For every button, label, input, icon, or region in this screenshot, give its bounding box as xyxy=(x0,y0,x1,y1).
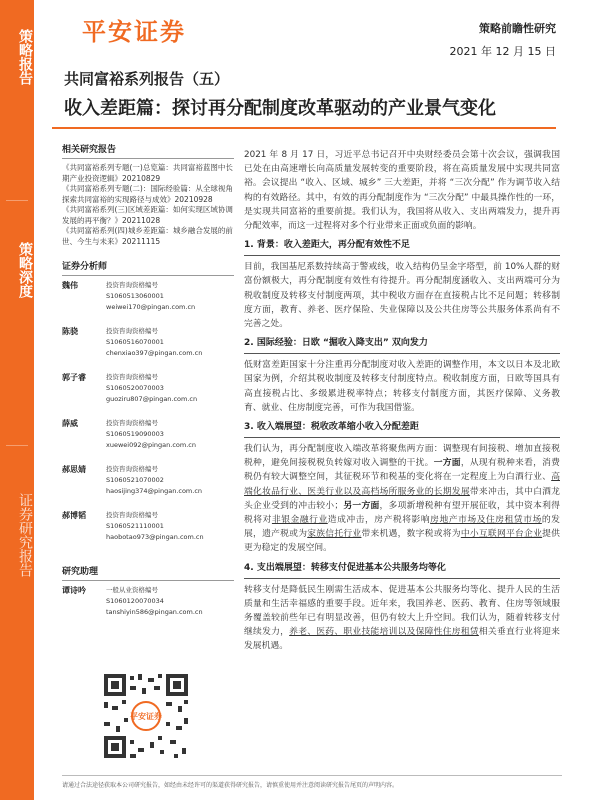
text-run: 带来机遇，数字税或将为 xyxy=(361,529,461,540)
analyst-cert-label: 投资咨询资格编号 xyxy=(106,419,158,427)
analyst-cert-label: 投资咨询资格编号 xyxy=(106,327,158,335)
section-2-text: 低财富差距国家十分注重再分配制度对收入差距的调整作用，本文以日本及北欧国家为例，介绍其税收制度及转移支付制度特点。税收制度方面，日欧等国具有高直接税占比、多级累进税率特点；转移支付制度方面，其医疗保障、义务教育、就业、住房制度完善，可作为我国借鉴。 xyxy=(244,360,560,413)
brand-logo: 平安证券 xyxy=(82,18,186,46)
analyst-cert: S1060520070003 xyxy=(106,384,164,392)
qr-code-image xyxy=(100,670,192,762)
text-run: 提供更为稳定的发展空间。 xyxy=(244,529,560,554)
analyst-name: 郝博韬 xyxy=(62,511,86,520)
underlined-industry: 家族信托行业 xyxy=(307,529,362,540)
sidebar-divider xyxy=(6,445,28,446)
qr-logo-text: 平安证券 xyxy=(130,712,162,721)
sidebar-text-report: 策略报告 xyxy=(17,29,33,85)
section-1-heading: 1. 背景：收入差距大，再分配有效性不足 xyxy=(244,238,560,256)
section-4-text xyxy=(244,583,560,654)
title-divider xyxy=(52,127,556,129)
related-reports-label: 相关研究报告 xyxy=(62,142,234,159)
underlined-industry: 养老、医药、职业技能培训以及保障性住房租赁 xyxy=(289,627,479,638)
analyst-list xyxy=(62,280,234,556)
intro-paragraph: 2021 年 8 月 17 日，习近平总书记召开中央财经委员会第十次会议，强调我国已处在由高速增长向高质量发展转变的重要阶段，将在高质量发展中实现共同富裕。会议提出 “收入、区域、城乡” 三大差距，并将 “三次分配” 作为调节收入结构的有效路径。其中，有效的再分配制度作为 “三次分配” 中最具操作性的一环，是实现共同富裕的重要前提。我们认为，我国将从收入、支出两端发力，提升再分配效率，而这一过程将对多个行业带来正面或负面的影响。 xyxy=(244,150,560,232)
analyst-cert-label: 投资咨询资格编号 xyxy=(106,511,158,519)
analyst-email[interactable]: weiwei170@pingan.com.cn xyxy=(106,303,196,311)
underlined-industry: 中小互联网平台企业 xyxy=(460,529,543,540)
assistant-label: 研究助理 xyxy=(62,564,234,581)
text-run: ，多项新增税种有望开展征收，其中资本利得税将对 xyxy=(244,500,560,526)
text-run: ，从现有税种来看，消费税仍有较大调整空间，其征税环节和税基的变化将在一定程度上为白酒行业、 xyxy=(244,458,560,483)
analyst-entry xyxy=(62,464,234,510)
analyst-email[interactable]: chenxiao397@pingan.com.cn xyxy=(106,349,203,357)
analyst-email[interactable]: xuewei092@pingan.com.cn xyxy=(106,441,196,449)
sidebar-text-depth: 策略深度 xyxy=(17,242,33,298)
analyst-email[interactable]: haobotao973@pingan.com.cn xyxy=(106,533,204,541)
text-run: 的发展，遗产税或为 xyxy=(244,515,560,540)
left-column xyxy=(62,142,234,631)
underlined-industry: 非银金融行业 xyxy=(271,515,328,526)
text-run: 相关垂直行业将迎来发展机遇。 xyxy=(244,627,560,652)
analyst-cert: S1060521070002 xyxy=(106,476,164,484)
analyst-cert: S1060519090003 xyxy=(106,430,164,438)
emphasis-first: 一方面 xyxy=(433,458,461,469)
sidebar-text-research: 证券研究报告 xyxy=(17,493,33,577)
section-3-text xyxy=(244,442,560,556)
analysts-label: 证券分析师 xyxy=(62,259,234,276)
section-1-text: 目前，我国基尼系数持续高于警戒线，收入结构仍呈金字塔型，前 10%人群的财富份额极大，再分配制度有效性有待提升。再分配制度涵收入、支出两端可分为税收制度及转移支付制度两项，其中税收方面存在直接税占比不足问题；转移制度方面，教育、养老、医疗保险、失业保障以及公共住房等公共服务体系尚有不完善之处。 xyxy=(244,262,560,330)
underlined-industry: 高端化妆品行业、医美行业以及高档场所服务业的长期发展 xyxy=(244,472,560,497)
underlined-industry: 房地产市场及住房租赁市场 xyxy=(430,515,542,526)
analyst-entry xyxy=(62,418,234,464)
text-run: 转移支付是降低民生刚需生活成本、促进基本公共服务均等化、提升人民的生活质量和生活幸福感的重要手段。近年来，我国养老、医药、教育、住房等领域服务覆盖较前些年已有明显改善，但仍有较大上升空间。我们认为，随着转移支付继续发力， xyxy=(244,584,560,638)
main-body xyxy=(244,148,560,654)
assistant-cert: S1060120070034 xyxy=(106,597,164,605)
analyst-entry xyxy=(62,280,234,326)
qr-code[interactable] xyxy=(100,670,192,762)
emphasis-second: 另一方面 xyxy=(343,500,380,511)
page-title: 收入差距篇：探讨再分配制度改革驱动的产业景气变化 xyxy=(64,98,496,119)
section-3-heading: 3. 收入端展望：税收改革缩小收入分配差距 xyxy=(244,420,560,438)
sidebar-divider xyxy=(6,200,28,201)
analyst-cert: S1060516070001 xyxy=(106,338,164,346)
series-title: 共同富裕系列报告（五） xyxy=(64,70,230,88)
section-2-heading: 2. 国际经验：日欧 “掘收入降支出” 双向发力 xyxy=(244,336,560,354)
analyst-email[interactable]: haosijing374@pingan.com.cn xyxy=(106,487,203,495)
assistant-cert-label: 一般从业资格编号 xyxy=(106,586,158,594)
section-4-heading: 4. 支出端展望：转移支付促进基本公共服务均等化 xyxy=(244,561,560,579)
analyst-cert-label: 投资咨询资格编号 xyxy=(106,281,158,289)
analyst-name: 郭子睿 xyxy=(62,373,86,382)
analyst-entry xyxy=(62,326,234,372)
text-run: 带来冲击，其中白酒龙头企业受到的冲击较小； xyxy=(244,486,560,511)
related-report-item: 《共同富裕系列专题(二)：国际经验篇：从全球视角探索共同富裕的实现路径与成效》20210928 xyxy=(62,184,233,204)
analyst-entry xyxy=(62,510,234,556)
analyst-name: 陈骁 xyxy=(62,327,78,336)
analyst-name: 薛威 xyxy=(62,419,78,428)
footer-disclaimer: 请通过合法途径获取本公司研究报告，如经由未经许可的渠道获得研究报告，请慎重使用并注意阅读研究报告尾页的声明内容。 xyxy=(62,775,562,789)
analyst-cert-label: 投资咨询资格编号 xyxy=(106,465,158,473)
analyst-email[interactable]: guoziru807@pingan.com.cn xyxy=(106,395,198,403)
analyst-cert: S1060513060001 xyxy=(106,292,164,300)
analyst-name: 魏伟 xyxy=(62,281,78,290)
related-reports-list xyxy=(62,163,234,247)
analyst-entry xyxy=(62,372,234,418)
report-type: 策略前瞻性研究 xyxy=(479,22,556,35)
assistant-entry xyxy=(62,585,234,631)
analyst-name: 郝思婧 xyxy=(62,465,86,474)
report-date: 2021 年 12 月 15 日 xyxy=(449,45,556,58)
related-report-item: 《共同富裕系列(四)城乡差距篇：城乡融合发展的前世、今生与未来》20211115 xyxy=(62,226,233,246)
sidebar xyxy=(0,0,34,800)
text-run: 我们认为，再分配制度收入端改革将聚焦两方面：调整现有间接税、增加直接税税种，避免间接税税负转嫁对收入调整的干扰。 xyxy=(244,444,560,469)
assistant-name: 谭诗吟 xyxy=(62,586,86,595)
analyst-cert: S1060521110001 xyxy=(106,522,164,530)
assistant-email[interactable]: tanshiyin586@pingan.com.cn xyxy=(106,608,203,616)
analyst-cert-label: 投资咨询资格编号 xyxy=(106,373,158,381)
text-run: 造成冲击，房产税将影响 xyxy=(327,515,431,526)
related-report-item: 《共同富裕系列专题(一)总览篇：共同富裕蓝图中长期产业投资逻辑》20210829 xyxy=(62,163,233,183)
related-report-item: 《共同富裕系列(三)区域差距篇：如何实现区域协调发展的再平衡？》20211028 xyxy=(62,205,233,225)
